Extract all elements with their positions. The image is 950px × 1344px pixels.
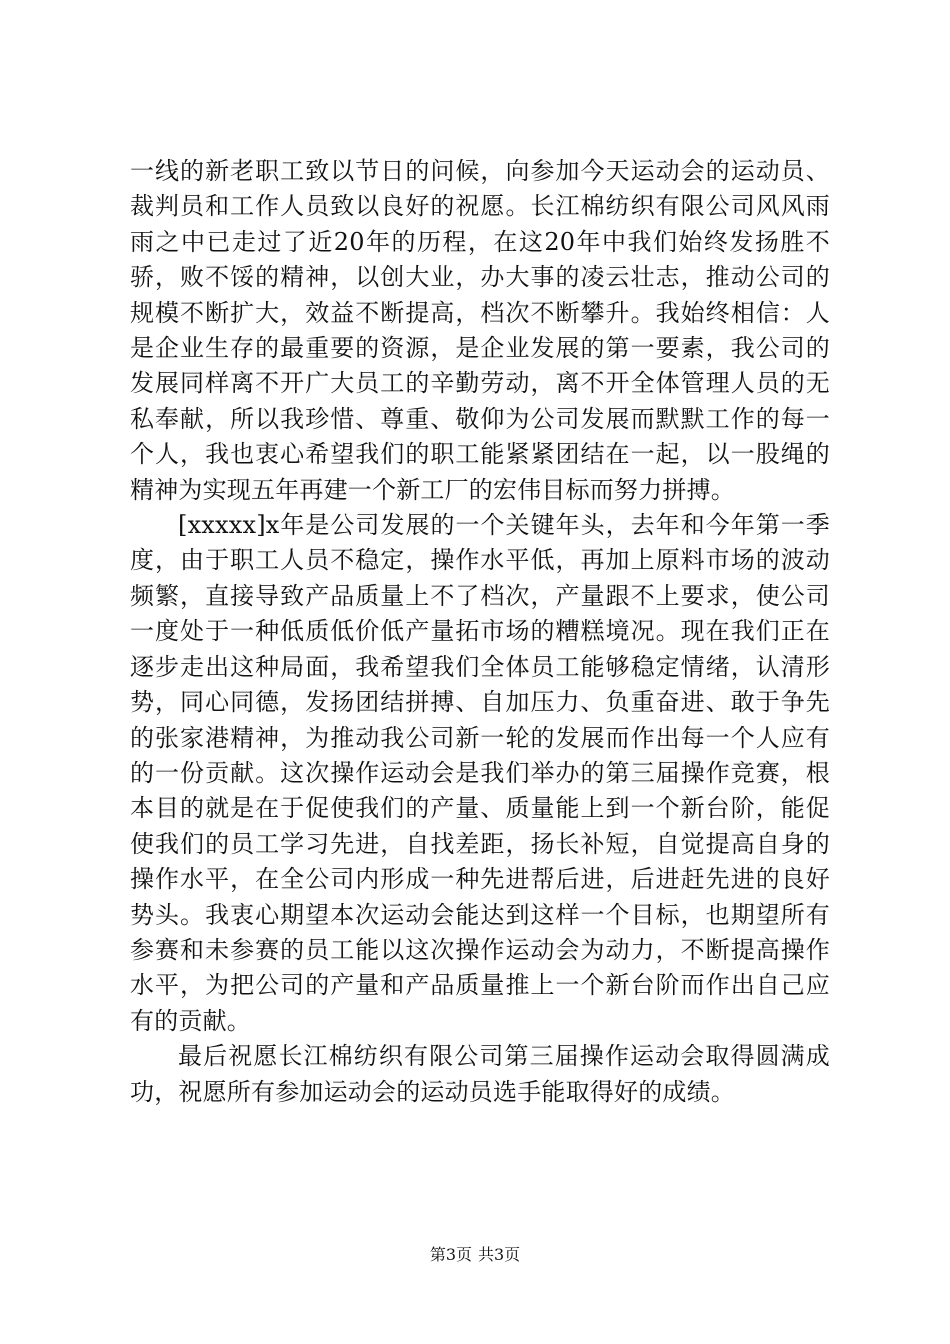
document-body <box>130 154 830 1110</box>
paragraph-1: 一线的新老职工致以节日的问候，向参加今天运动会的运动员、裁判员和工作人员致以良好的祝愿。长江棉纺织有限公司风风雨雨之中已走过了近20年的历程，在这20年中我们始终发扬胜不骄，败不馁的精神，以创大业，办大事的凌云壮志，推动公司的规模不断扩大，效益不断提高，档次不断攀升。我始终相信：人是企业生存的最重要的资源，是企业发展的第一要素，我公司的发展同样离不开广大员工的辛勤劳动，离不开全体管理人员的无私奉献，所以我珍惜、尊重、敬仰为公司发展而默默工作的每一个人，我也衷心希望我们的职工能紧紧团结在一起，以一股绳的精神为实现五年再建一个新工厂的宏伟目标而努力拼搏。 <box>130 157 830 504</box>
page-footer <box>0 1244 950 1266</box>
page-number: 第3页 <box>429 1245 472 1264</box>
page-total: 共3页 <box>478 1245 521 1264</box>
paragraph-3: 最后祝愿长江棉纺织有限公司第三届操作运动会取得圆满成功，祝愿所有参加运动会的运动员选手能取得好的成绩。 <box>130 1042 830 1106</box>
paragraph-2: [xxxxx]x年是公司发展的一个关键年头，去年和今年第一季度，由于职工人员不稳定，操作水平低，再加上原料市场的波动频繁，直接导致产品质量上不了档次，产量跟不上要求，使公司一度处于一种低质低价低产量拓市场的糟糕境况。现在我们正在逐步走出这种局面，我希望我们全体员工能够稳定情绪，认清形势，同心同德，发扬团结拼搏、自加压力、负重奋进、敢于争先的张家港精神，为推动我公司新一轮的发展而作出每一个人应有的一份贡献。这次操作运动会是我们举办的第三届操作竞赛，根本目的就是在于促使我们的产量、质量能上到一个新台阶，能促使我们的员工学习先进，自找差距，扬长补短，自觉提高自身的操作水平，在全公司内形成一种先进帮后进，后进赶先进的良好势头。我衷心期望本次运动会能达到这样一个目标，也期望所有参赛和未参赛的员工能以这次操作运动会为动力，不断提高操作水平，为把公司的产量和产品质量推上一个新台阶而作出自己应有的贡献。 <box>130 511 830 1035</box>
